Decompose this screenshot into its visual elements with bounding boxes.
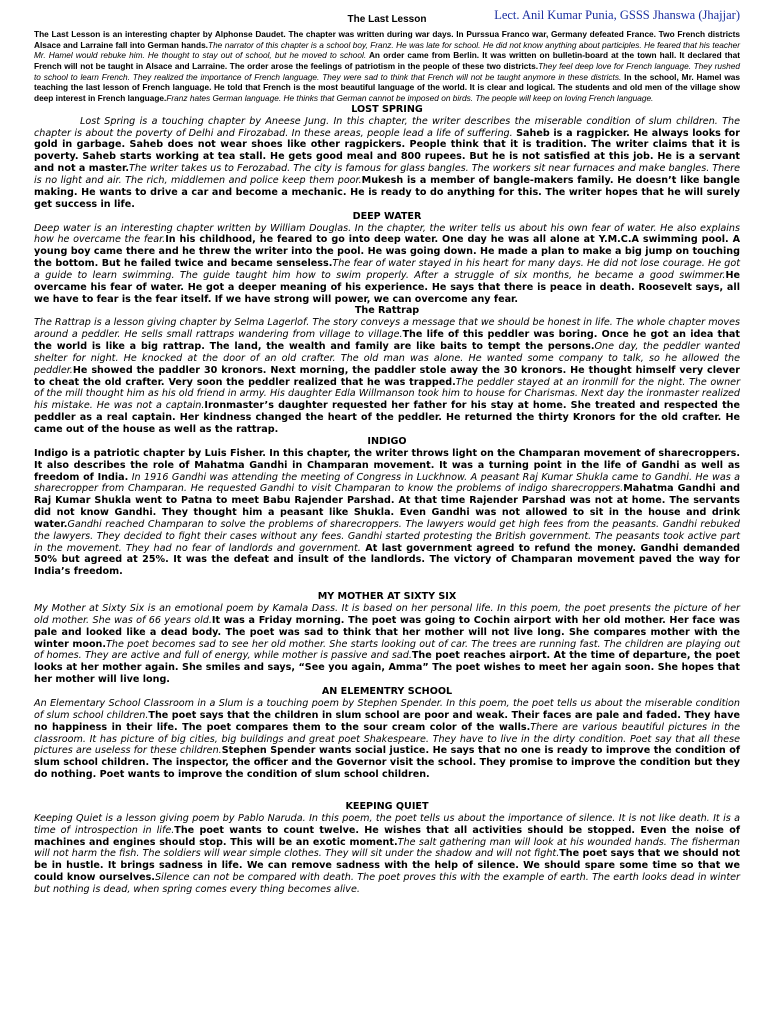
italic-text-run: One day, the peddler wanted shelter for night. He knocked at the door of an old crafter. The old man was alone. He wanted some company to talk, so he allowed the peddler. <box>34 341 741 376</box>
section-body <box>34 29 740 104</box>
bold-text-run: Saheb is a ragpicker. He always looks for gold in garbage. Saheb does not wear shoes like other ragpickers. People think that it is tradition. The writer claims that it is poverty. Saheb starts working at tea stall. He gets good meal and 800 rupees. But he is not satisfied at this job. He is a servant and not a master. <box>34 127 740 175</box>
document-title: The Last Lesson <box>347 14 427 25</box>
section-body <box>34 603 740 686</box>
italic-text-run: The salt gathering man will look at his wounded hands. The fisherman will not harm the fish. The soldiers will wear simple clothes. They will sit under the shadow and will not fight. <box>34 836 740 860</box>
page-header <box>34 10 740 28</box>
italic-text-run: The fear of water stayed in his heart for many days. He did not lose courage. He got a guide to learn swimming. The guide taught him how to swim properly. After a struggle of six months, he became a good swimmer. <box>34 258 741 281</box>
bold-text-run: The poet says that we should not be in hustle. It brings sadness in life. We can remove sadness with the help of silence. We should spare some time so that we could know ourselves. <box>34 848 741 884</box>
italic-text-run: Gandhi reached Champaran to solve the problems of sharecroppers. The lawyers would get high fees from the peasants. Gandhi rebuked the lawyers. They decided to fight their cases without any fees. Gandhi started protesting the British government. The peasants took active part in the movement. They had no fear of landlords and government. <box>34 518 740 554</box>
bold-text-run: Indigo is a patriotic chapter by Luis Fisher. In this chapter, the writer throws light on the Champaran movement of sharecroppers. It also describes the role of Mahatma Gandhi in Champaran movement. It was a turning point in the life of Gandhi as well as freedom of India. <box>34 447 740 483</box>
bold-text-run: Mahatma Gandhi and Raj Kumar Shukla went to Patna to meet Babu Rajender Parshad. At that time Rajender Parshad was not at home. The servants did not know Gandhi. They thought him a peasant like Shukla. Even Gandhi was not allowed to sit in the house and drink water. <box>34 483 740 530</box>
italic-text-run: They feel deep love for French language. They rushed to school to learn French. They realized the importance of French language. They were sad to think that French will not be taught anymore in these districts. <box>34 61 740 82</box>
section-heading: MY MOTHER AT SIXTY SIX <box>317 591 457 603</box>
bold-text-run: The poet reaches airport. At the time of departure, the poet looks at her mother again. She smiles and says, “See you again, Amma” The poet wishes to meet her again soon. She hopes that her mother will live long. <box>34 650 740 686</box>
bold-text-run: Ironmaster’s daughter requested her father for his stay at home. She treated and respected the peddler as a real captain. Her kindness changed the heart of the peddler. He returned the thirty Kronors for the old crafter. He came out of the house as well as the rattrap. <box>34 400 741 436</box>
bold-text-run: Stephen Spender wants social justice. He says that no one is ready to improve the condition of slum school children. The inspector, the officer and the Governor visit the school. They promise to improve the condition but they do nothing. Poet wants to improve the condition of slum school children. <box>34 745 740 781</box>
italic-text-run: Franz hates German language. He thinks that German cannot be imposed on birds. The people will keep on loving French language. <box>166 93 654 104</box>
italic-text-run: Lost Spring is a touching chapter by Aneese Jung. In this chapter, the writer describes the miserable condition of slum children. The chapter is about the poverty of Delhi and Firozabad. In these areas, people lead a life of suffering. <box>34 115 740 139</box>
italic-text-run: The poet becomes sad to see her old mother. She starts looking out of car. The trees are running fast. The children are playing out of homes. They are active and full of energy, while mother is passive and sad. <box>34 638 740 662</box>
section-heading: KEEPING QUIET <box>345 800 429 812</box>
bold-text-run: In the school, Mr. Hamel was teaching the last lesson of French language. He told that French is the most beautiful language of the world. It is clear and logical. The students and old men of the village show deep interest in French language. <box>34 71 740 104</box>
spacer <box>34 578 740 591</box>
section-body <box>34 698 740 781</box>
section-body <box>34 448 740 578</box>
italic-text-run: Keeping Quiet is a lesson giving poem by Pablo Naruda. In this poem, the poet tells us about the importance of silence. It is not like death. It is a time of introspection in life. <box>34 812 740 836</box>
bold-text-run: The poet says that the children in slum school are poor and weak. Their faces are pale and faded. They have no happiness in their life. The poet compares them to the sour cream color of the walls. <box>34 709 740 733</box>
italic-text-run: My Mother at Sixty Six is an emotional poem by Kamala Dass. It is based on her personal life. In this poem, the poet presents the picture of her old mother. She was of 66 years old. <box>34 603 740 626</box>
italic-text-run: There are various beautiful pictures in the classroom. It has picture of big cities, big buildings and great poet Shakespeare. They have to live in the dirty condition. Poet say that all these pictures are useless for these children. <box>34 721 740 757</box>
italic-text-run: Silence can not be compared with death. The poet proves this with the example of earth. The earth looks dead in winter but nothing is dead, when spring comes every thing becomes alive. <box>34 872 740 895</box>
bold-text-run: The Last Lesson is an interesting chapter by Alphonse Daudet. The chapter was written during war days. In Purssua Franco war, Germany defeated France. Two French districts Alsace and Larraine fall into German hands. <box>34 29 740 50</box>
section-body <box>34 223 740 306</box>
bold-text-run: He overcame his fear of water. He got a deeper meaning of his experience. He says that there is peace in death. Roosevelt says, all we have to fear is the fear itself. If we have strong will power, we can overcome any fear. <box>34 269 740 305</box>
italic-text-run: Deep water is an interesting chapter written by William Douglas. In the chapter, the writer tells us about his own fear of water. He also explains how he overcame the fear. <box>34 222 740 246</box>
section-heading: The Rattrap <box>354 305 420 317</box>
section-body <box>34 813 740 896</box>
bold-text-run: It was a Friday morning. The poet was going to Cochin airport with her old mother. Her face was pale and looked like a dead body. The poet was sad to think that her mother will not live long. She compares mother with the winter moon. <box>34 614 740 650</box>
bold-text-run: An order came from Berlin. It was written on bulletin-board at the town hall. It declared that French will not be taught in Alsace and Larraine. The order arose the feelings of patriotism in the people of these two districts. <box>34 50 740 72</box>
italic-text-run: The writer takes us to Ferozabad. The city is famous for glass bangles. The workers sit near furnaces and make bangles. There is no light and air. The rich, middlemen and police keep them poor. <box>34 163 740 187</box>
italic-text-run: The Rattrap is a lesson giving chapter by Selma Lagerlof. The story conveys a message that we should be honest in life. The whole chapter moves around a peddler. He sells small rattraps wandering from village to village. <box>34 317 740 341</box>
section-body <box>34 116 740 211</box>
bold-text-run: Mukesh is a member of bangle-makers family. He doesn’t like bangle making. He wants to drive a car and become a mechanic. He is ready to do anything for this. The writer hopes that he will surely get success in life. <box>34 175 740 210</box>
section-heading: LOST SPRING <box>351 103 423 115</box>
spacer <box>34 781 740 801</box>
bold-text-run: The life of this peddler was boring. Once he got an idea that the world is like a big rattrap. The land, the wealth and family are like baits to tempt the persons. <box>34 329 740 353</box>
section-heading: AN ELEMENTRY SCHOOL <box>321 686 453 698</box>
bold-text-run: He showed the paddler 30 kronors. Next morning, the paddler stole away the 30 kronors. He thought himself very clever to cheat the old crafter. Very soon the peddler realized that he was trapped. <box>34 364 740 388</box>
section-heading: DEEP WATER <box>352 210 422 222</box>
bold-text-run: At last government agreed to refund the money. Gandhi demanded 50% but agreed at 25%. It was the defeat and insult of the landlords. The victory of Champaran movement paved the way for India’s freedom. <box>34 542 741 578</box>
section-body <box>34 317 740 435</box>
italic-text-run: An Elementary School Classroom in a Slum is a touching poem by Stephen Spender. In this poem, the poet tells us about the miserable condition of slum school children. <box>34 698 740 721</box>
bold-text-run: In his childhood, he feared to go into deep water. One day he was all alone at Y.M.C.A swimming pool. A young boy came there and he threw the writer into the pool. He was going down. He made a plan to make a big jump on touching the bottom. But he failed twice and became senseless. <box>34 234 740 270</box>
bold-text-run: The poet wants to count twelve. He wishes that all activities should be stopped. Even the noise of machines and engines should stop. This will be an exotic moment. <box>34 824 740 848</box>
section-heading: INDIGO <box>367 435 407 447</box>
italic-text-run: The narrator of this chapter is a school boy, Franz. He was late for school. He did not know anything about participles. He feared that his teacher Mr. Hamel would rebuke him. He thought to stay out of school, but he moved to school. <box>34 39 740 61</box>
italic-text-run: In 1916 Gandhi was attending the meeting of Congress in Luckhnow. A peasant Raj Kumar Shukla came to Gandhi. He was a sharecropper from Champaran. He requested Gandhi to visit Champaran to know the problems of indigo sharecroppers. <box>34 471 741 495</box>
teacher-credit: Lect. Anil Kumar Punia, GSSS Jhanswa (Jhajjar) <box>494 8 740 22</box>
italic-text-run: The peddler stayed at an ironmill for the night. The owner of the mill thought him as his old friend in army. His daughter Edla Willmanson took him to house for Charismas. Next day the ironmaster realized his mistake. He was not a captain. <box>34 376 741 412</box>
